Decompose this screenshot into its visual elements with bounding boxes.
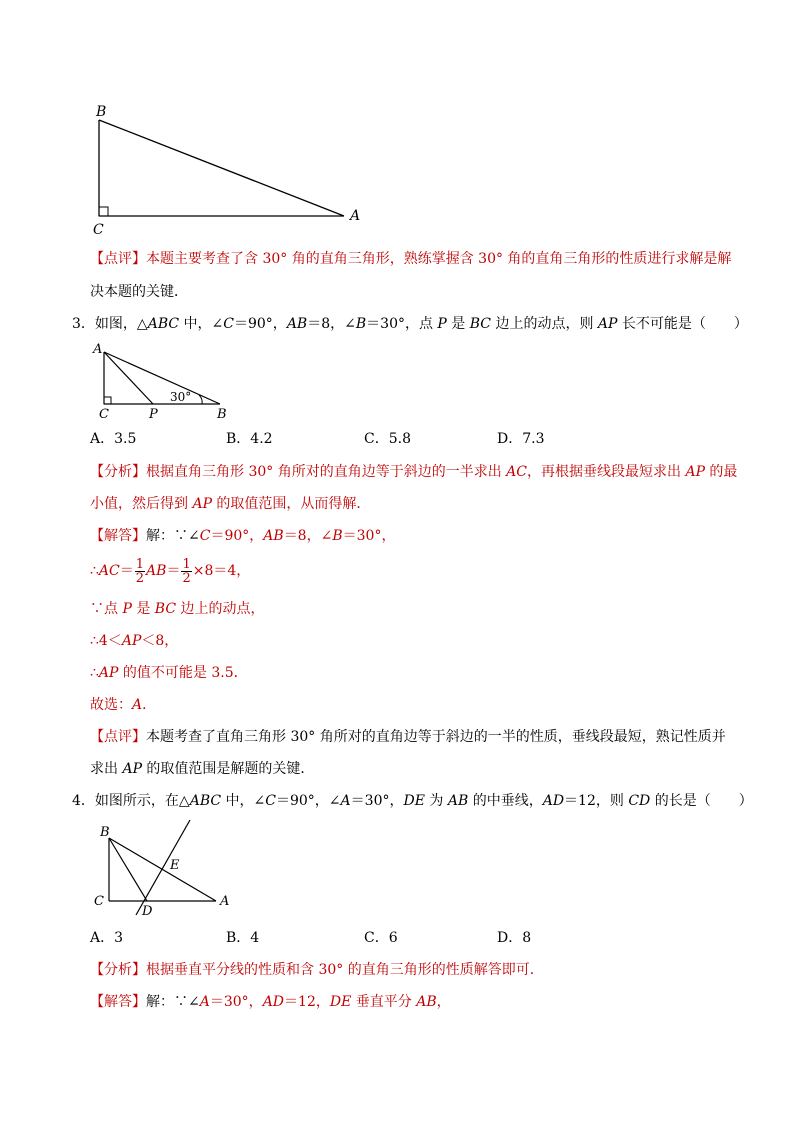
q3-option-c: C．5.8: [364, 431, 411, 447]
figure-triangle-bca-perpendicular: [90, 818, 250, 922]
q4-option-b: B．4: [226, 930, 260, 946]
label-b: B: [100, 825, 110, 840]
q4-option-a: A．3: [90, 930, 124, 946]
q3-comment-line2: 求出 AP 的取值范围是解题的关键．: [90, 761, 315, 777]
q3-option-d: D．7.3: [497, 431, 545, 447]
q4-analysis-line1: 【分析】根据垂直平分线的性质和含 30° 的直角三角形的性质解答即可．: [90, 962, 544, 978]
label-a: A: [93, 342, 103, 357]
q4-solution-line1: 【解答】解：∵∠A＝30°，AD＝12，DE 垂直平分 AB，: [90, 994, 451, 1010]
q4-stem: 4．如图所示，在△ABC 中，∠C＝90°，∠A＝30°，DE 为 AB 的中垂线，AD＝12，则 CD 的长是（ ）: [72, 793, 753, 809]
q3-solution-line5: ∴AP 的值不可能是 3.5．: [90, 665, 248, 681]
figure-triangle-acpb: [90, 340, 250, 422]
comment1-line2: 决本题的关键．: [90, 284, 188, 300]
label-p: P: [149, 407, 158, 422]
label-b: B: [217, 407, 227, 422]
comment1-line1: 【点评】本题主要考查了含 30° 角的直角三角形，熟练掌握含 30° 角的直角三角形的性质进行求解是解: [90, 251, 732, 267]
q3-solution-line6: 故选：A．: [90, 697, 157, 713]
q3-comment-line1: 【点评】本题考查了直角三角形 30° 角所对的直角边等于斜边的一半的性质，垂线段最短，熟记性质并: [90, 729, 726, 745]
q3-stem: 3．如图，△ABC 中，∠C＝90°，AB＝8，∠B＝30°，点 P 是 BC 边上的动点，则 AP 长不可能是（ ）: [72, 316, 748, 332]
q3-option-b: B．4.2: [226, 431, 273, 447]
label-c: C: [99, 407, 109, 422]
q3-option-a: A．3.5: [90, 431, 137, 447]
q3-solution-line4: ∴4＜AP＜8，: [90, 633, 179, 649]
label-angle-30: 30°: [170, 390, 192, 404]
q3-solution-line3: ∵点 P 是 BC 边上的动点，: [90, 601, 265, 617]
label-d: D: [142, 904, 153, 919]
q4-option-d: D．8: [497, 930, 532, 946]
label-a: A: [350, 208, 361, 224]
label-c: C: [94, 894, 104, 909]
label-b: B: [96, 104, 107, 120]
label-c: C: [93, 222, 104, 238]
q3-solution-line2: ∴AC＝ $\frac{1}{2}$ AB＝ $\frac{1}{2}$ ×8＝4，: [90, 556, 251, 586]
q3-solution-line1: 【解答】解：∵∠C＝90°，AB＝8，∠B＝30°，: [90, 528, 396, 544]
label-a: A: [220, 894, 230, 909]
figure-triangle-bca: [90, 100, 370, 240]
fraction-one-half: $\frac{1}{2}$: [182, 556, 191, 586]
q3-analysis-line2: 小值，然后得到 AP 的取值范围，从而得解．: [90, 496, 371, 512]
q4-option-c: C．6: [364, 930, 398, 946]
q3-analysis-line1: 【分析】根据直角三角形 30° 角所对的直角边等于斜边的一半求出 AC，再根据垂线段最短求出 AP 的最: [90, 464, 738, 480]
label-e: E: [170, 858, 180, 873]
fraction-one-half: $\frac{1}{2}$: [135, 556, 145, 586]
